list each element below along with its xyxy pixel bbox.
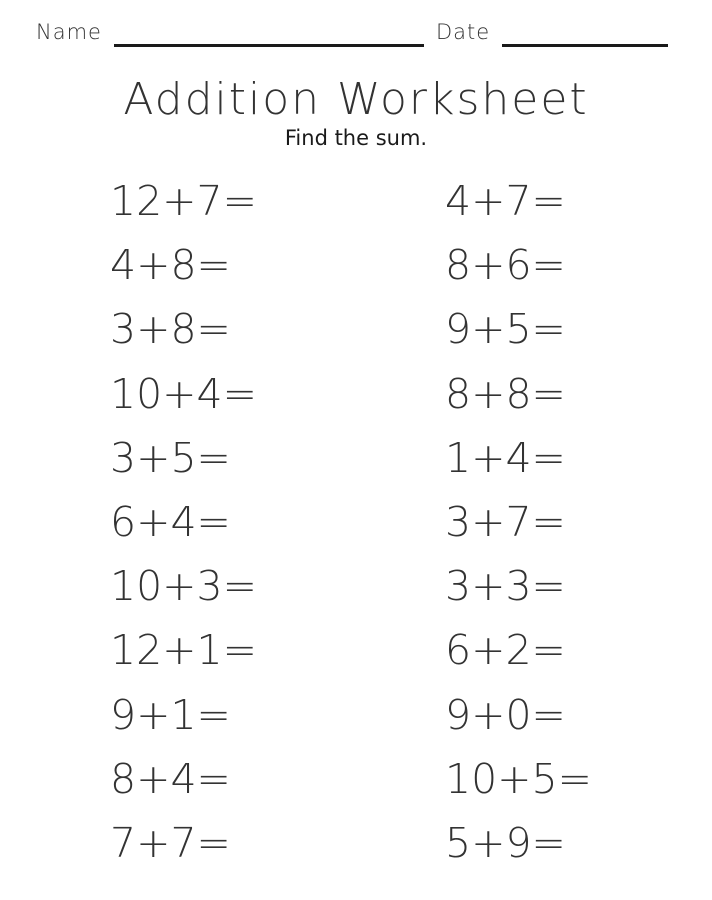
problem: 12+1= bbox=[110, 626, 257, 675]
problem: 5+9= bbox=[445, 818, 566, 867]
problem: 4+7= bbox=[445, 177, 566, 225]
instructions: Find the sum. bbox=[284, 126, 428, 150]
problem: 10+4= bbox=[110, 369, 257, 418]
problem: 9+0= bbox=[445, 690, 566, 739]
problem: 4+8= bbox=[110, 241, 231, 290]
problem-column-right bbox=[445, 172, 705, 878]
worksheet-title: Addition Worksheet bbox=[123, 74, 589, 125]
problem: 10+5= bbox=[445, 754, 592, 803]
problem: 3+5= bbox=[110, 433, 231, 482]
problem: 1+4= bbox=[445, 433, 566, 482]
problem: 10+3= bbox=[110, 562, 257, 611]
date-field[interactable] bbox=[502, 44, 668, 47]
problem: 8+8= bbox=[445, 369, 566, 418]
name-label: Name bbox=[36, 20, 102, 44]
problem: 3+3= bbox=[445, 562, 566, 611]
header-row bbox=[36, 18, 672, 50]
problem: 6+4= bbox=[110, 497, 231, 546]
problem: 3+7= bbox=[445, 497, 566, 546]
problem: 8+6= bbox=[445, 241, 566, 290]
problem: 9+5= bbox=[445, 305, 566, 354]
problem: 7+7= bbox=[110, 818, 231, 867]
problem-column-left bbox=[110, 172, 370, 878]
problem: 12+7= bbox=[110, 177, 257, 225]
problem: 9+1= bbox=[110, 690, 231, 739]
problem: 6+2= bbox=[445, 626, 566, 675]
date-label: Date bbox=[436, 20, 491, 44]
problem: 8+4= bbox=[110, 754, 231, 803]
problem: 3+8= bbox=[110, 305, 231, 354]
name-field[interactable] bbox=[114, 44, 424, 47]
